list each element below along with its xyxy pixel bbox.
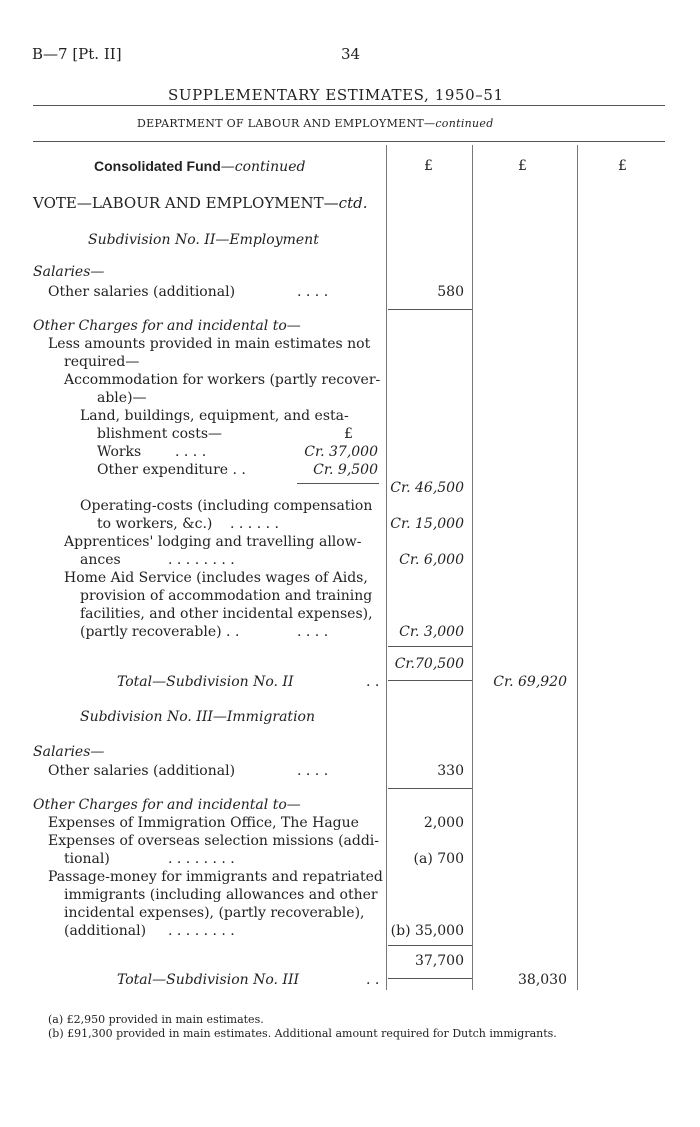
vote-heading xyxy=(33,194,367,212)
sub2-other-expenditure-label: Other expenditure . . xyxy=(97,462,246,478)
sub3-missions-amount: (a) 700 xyxy=(413,851,464,867)
fund-heading-label: Consolidated Fund xyxy=(94,158,221,174)
sub2-land-line-2: blishment costs— xyxy=(97,426,223,442)
sub2-home-aid-dots: . . . . xyxy=(297,624,329,640)
col-3-currency: £ xyxy=(618,158,627,174)
sub2-home-aid-line-1: Home Aid Service (includes wages of Aids, xyxy=(64,570,368,586)
sub2-land-subtotal-rule xyxy=(297,483,379,484)
sub2-land-currency: £ xyxy=(344,426,353,442)
sub3-other-salaries-amount: 330 xyxy=(437,763,464,779)
sub2-total-rule xyxy=(388,680,472,681)
sub2-accommodation-line-1: Accommodation for workers (partly recover- xyxy=(64,372,381,388)
sub2-operating-dots: . . . . . . xyxy=(230,516,279,532)
sub3-other-salaries: Other salaries (additional) xyxy=(48,763,236,779)
sub2-salaries-rule xyxy=(388,309,472,310)
sub2-other-salaries-amount: 580 xyxy=(437,284,464,300)
footnote-a: (a) £2,950 provided in main estimates. xyxy=(48,1013,264,1026)
column-divider-2 xyxy=(472,145,473,990)
sub2-accommodation-line-2: able)— xyxy=(97,390,147,406)
sub2-charges-rule xyxy=(388,646,472,647)
sub2-salaries-heading: Salaries— xyxy=(33,264,105,280)
sub3-total-amount: 38,030 xyxy=(518,972,567,988)
sub2-other-salaries: Other salaries (additional) xyxy=(48,284,236,300)
sub2-apprentices-line-1: Apprentices' lodging and travelling allow- xyxy=(64,534,362,550)
sub3-charges-rule xyxy=(388,945,472,946)
sub2-heading: Subdivision No. II—Employment xyxy=(88,232,319,248)
column-divider-3 xyxy=(577,145,578,990)
sub2-works-amount: Cr. 37,000 xyxy=(304,444,378,460)
sub3-heading: Subdivision No. III—Immigration xyxy=(80,709,315,725)
sub2-home-aid-line-2: provision of accommodation and training xyxy=(80,588,373,604)
sub3-passage-line-4: (additional) xyxy=(64,923,147,939)
sub3-total-dots: . . xyxy=(366,972,380,988)
sub3-total-label: Total—Subdivision No. III xyxy=(117,972,300,988)
col-1-currency: £ xyxy=(424,158,433,174)
sub2-charges-heading: Other Charges for and incidental to— xyxy=(33,318,301,334)
sub2-home-aid-line-4: (partly recoverable) . . xyxy=(80,624,240,640)
sub3-charges-total: 37,700 xyxy=(415,953,464,969)
sub3-passage-dots: . . . . . . . . xyxy=(168,923,235,939)
sub2-operating-line-2: to workers, &c.) xyxy=(97,516,213,532)
department-name: DEPARTMENT OF LABOUR AND EMPLOYMENT xyxy=(137,117,425,130)
department-continued: —continued xyxy=(424,117,494,130)
col-2-currency: £ xyxy=(518,158,527,174)
sub3-missions-line-2: tional) xyxy=(64,851,110,867)
sub2-operating-amount: Cr. 15,000 xyxy=(390,516,464,532)
page-title: SUPPLEMENTARY ESTIMATES, 1950–51 xyxy=(168,86,504,104)
column-divider-1 xyxy=(386,145,387,990)
sub2-apprentices-dots: . . . . . . . . xyxy=(168,552,235,568)
sub3-charges-heading: Other Charges for and incidental to— xyxy=(33,797,301,813)
sub3-salaries-heading: Salaries— xyxy=(33,744,105,760)
vote-heading-label: VOTE—LABOUR AND EMPLOYMENT xyxy=(33,194,324,212)
sub2-apprentices-line-2: ances xyxy=(80,552,121,568)
sub2-other-expenditure-amount: Cr. 9,500 xyxy=(313,462,378,478)
title-rule xyxy=(33,105,665,106)
fund-heading xyxy=(94,158,305,175)
sub2-accommodation-total: Cr. 46,500 xyxy=(390,480,464,496)
sub2-apprentices-amount: Cr. 6,000 xyxy=(399,552,464,568)
vote-heading-continued: —ctd. xyxy=(323,194,368,212)
sub2-less-amounts-line-1: Less amounts provided in main estimates not xyxy=(48,336,371,352)
sub3-passage-line-2: immigrants (including allowances and other xyxy=(64,887,378,903)
sub2-total-amount: Cr. 69,920 xyxy=(493,674,567,690)
sub2-home-aid-line-3: facilities, and other incidental expenses), xyxy=(80,606,373,622)
sub3-missions-dots: . . . . . . . . xyxy=(168,851,235,867)
sub2-charges-total: Cr.70,500 xyxy=(394,656,464,672)
sub3-salaries-rule xyxy=(388,788,472,789)
sub2-other-salaries-dots: . . . . xyxy=(297,284,329,300)
sub3-hague-amount: 2,000 xyxy=(423,815,464,831)
sub2-works-label: Works xyxy=(97,444,142,460)
sub3-total-rule xyxy=(388,978,472,979)
sub2-home-aid-amount: Cr. 3,000 xyxy=(399,624,464,640)
page-number: 34 xyxy=(341,45,361,63)
sub3-passage-line-1: Passage-money for immigrants and repatriated xyxy=(48,869,383,885)
sub3-hague-label: Expenses of Immigration Office, The Hague xyxy=(48,815,359,831)
sub2-operating-line-1: Operating-costs (including compensation xyxy=(80,498,373,514)
department-heading xyxy=(137,117,494,130)
fund-heading-continued: —continued xyxy=(220,159,306,175)
sub3-passage-line-3: incidental expenses), (partly recoverable), xyxy=(64,905,365,921)
sub3-passage-amount: (b) 35,000 xyxy=(390,923,464,939)
page-ref: B—7 [Pt. II] xyxy=(32,45,122,63)
sub2-less-amounts-line-2: required— xyxy=(64,354,140,370)
sub2-land-line-1: Land, buildings, equipment, and esta- xyxy=(80,408,349,424)
footnote-b: (b) £91,300 provided in main estimates. Additional amount required for Dutch immigrants. xyxy=(48,1027,557,1040)
sub2-works-dots: . . . . xyxy=(175,444,207,460)
sub3-other-salaries-dots: . . . . xyxy=(297,763,329,779)
sub2-total-dots: . . xyxy=(366,674,380,690)
sub3-missions-line-1: Expenses of overseas selection missions (addi- xyxy=(48,833,380,849)
sub2-total-label: Total—Subdivision No. II xyxy=(117,674,294,690)
department-rule xyxy=(33,141,665,142)
